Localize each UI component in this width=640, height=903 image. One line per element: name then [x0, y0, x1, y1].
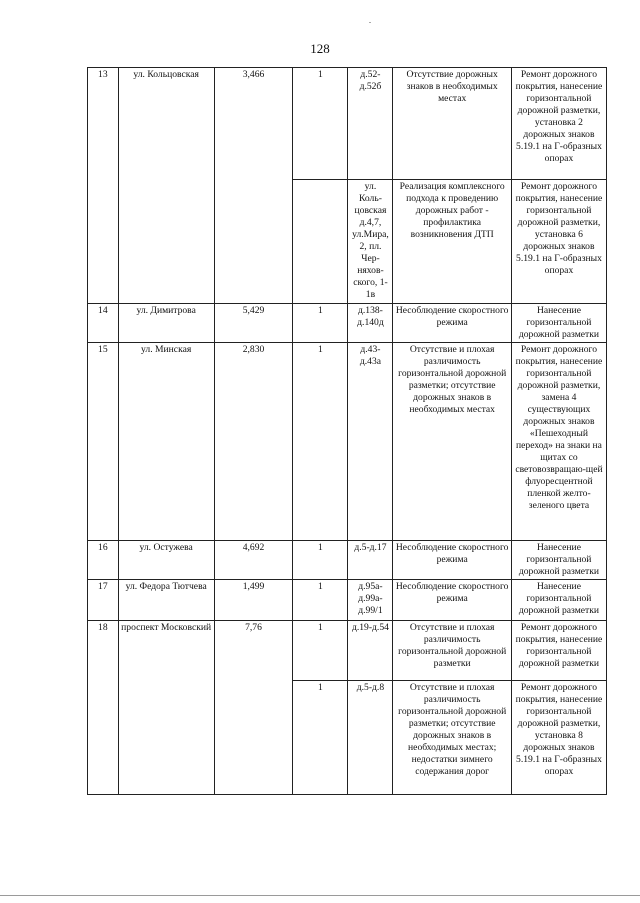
section-count: 1 — [293, 304, 348, 343]
house-range: д.138- д.140д — [348, 304, 393, 343]
table-row — [88, 304, 607, 343]
house-range: ул. Коль- цовская д.4,7, ул.Мира, 2, пл. Чер- няхов- ского, 1- 1в — [348, 180, 393, 304]
planned-measures: Ремонт дорожного покрытия, нанесение горизонтальной дорожной разметки, установка 8 дорожных знаков 5.19.1 на Г-образных опорах — [511, 681, 606, 795]
problem-description: Реализация комплексного подхода к проведению дорожных работ - профилактика возникновения ДТП — [393, 180, 512, 304]
section-count: 1 — [293, 621, 348, 681]
section-length: 4,692 — [214, 541, 293, 580]
row-number: 17 — [88, 580, 119, 621]
row-number: 15 — [88, 343, 119, 541]
house-range: д.52- д.52б — [348, 68, 393, 180]
table-row — [88, 343, 607, 541]
section-length: 5,429 — [214, 304, 293, 343]
page-number: 128 — [310, 41, 330, 56]
section-count: 1 — [293, 541, 348, 580]
section-length: 1,499 — [214, 580, 293, 621]
row-number: 18 — [88, 621, 119, 795]
section-length: 2,830 — [214, 343, 293, 541]
street-name: проспект Московский — [118, 621, 214, 795]
scan-edge-line — [0, 895, 640, 896]
street-name: ул. Минская — [118, 343, 214, 541]
problem-description: Отсутствие дорожных знаков в необходимых местах — [393, 68, 512, 180]
planned-measures: Нанесение горизонтальной дорожной разметки — [511, 580, 606, 621]
problem-description: Отсутствие и плохая различимость горизонтальной дорожной разметки; отсутствие дорожных знаков в необходимых местах — [393, 343, 512, 541]
house-range: д.95а- д.99а- д.99/1 — [348, 580, 393, 621]
table-row — [88, 68, 607, 180]
row-number: 14 — [88, 304, 119, 343]
section-length: 7,76 — [214, 621, 293, 795]
house-range: д.5-д.17 — [348, 541, 393, 580]
section-count: 1 — [293, 68, 348, 180]
planned-measures: Ремонт дорожного покрытия, нанесение горизонтальной дорожной разметки — [511, 621, 606, 681]
table-row — [88, 580, 607, 621]
section-count: 1 — [293, 343, 348, 541]
street-name: ул. Димитрова — [118, 304, 214, 343]
row-number: 16 — [88, 541, 119, 580]
street-name: ул. Остужева — [118, 541, 214, 580]
house-range: д.5-д.8 — [348, 681, 393, 795]
planned-measures: Ремонт дорожного покрытия, нанесение горизонтальной дорожной разметки, установка 6 дорожных знаков 5.19.1 на Г-образных опорах — [511, 180, 606, 304]
planned-measures: Нанесение горизонтальной дорожной разметки — [511, 541, 606, 580]
problem-description: Несоблюдение скоростного режима — [393, 580, 512, 621]
road-works-table — [87, 67, 607, 795]
table-row — [88, 541, 607, 580]
section-count — [293, 180, 348, 304]
problem-description: Отсутствие и плохая различимость горизонтальной дорожной разметки; отсутствие дорожных знаков в необходимых местах; недостатки зимнего содержания дорог — [393, 681, 512, 795]
problem-description: Несоблюдение скоростного режима — [393, 304, 512, 343]
problem-description: Несоблюдение скоростного режима — [393, 541, 512, 580]
table-row — [88, 621, 607, 681]
scan-speck — [369, 22, 371, 23]
row-number: 13 — [88, 68, 119, 304]
planned-measures: Ремонт дорожного покрытия, нанесение горизонтальной дорожной разметки, замена 4 существующих дорожных знаков «Пешеходный переход» на знаки на щитах со световозвращаю-щей флуоресцентной пленкой желто-зеленого цвета — [511, 343, 606, 541]
section-count: 1 — [293, 681, 348, 795]
house-range: д.43- д.43а — [348, 343, 393, 541]
planned-measures: Нанесение горизонтальной дорожной разметки — [511, 304, 606, 343]
house-range: д.19-д.54 — [348, 621, 393, 681]
street-name: ул. Федора Тютчева — [118, 580, 214, 621]
problem-description: Отсутствие и плохая различимость горизонтальной дорожной разметки — [393, 621, 512, 681]
street-name: ул. Кольцовская — [118, 68, 214, 304]
section-length: 3,466 — [214, 68, 293, 304]
section-count: 1 — [293, 580, 348, 621]
planned-measures: Ремонт дорожного покрытия, нанесение горизонтальной дорожной разметки, установка 2 дорожных знаков 5.19.1 на Г-образных опорах — [511, 68, 606, 180]
